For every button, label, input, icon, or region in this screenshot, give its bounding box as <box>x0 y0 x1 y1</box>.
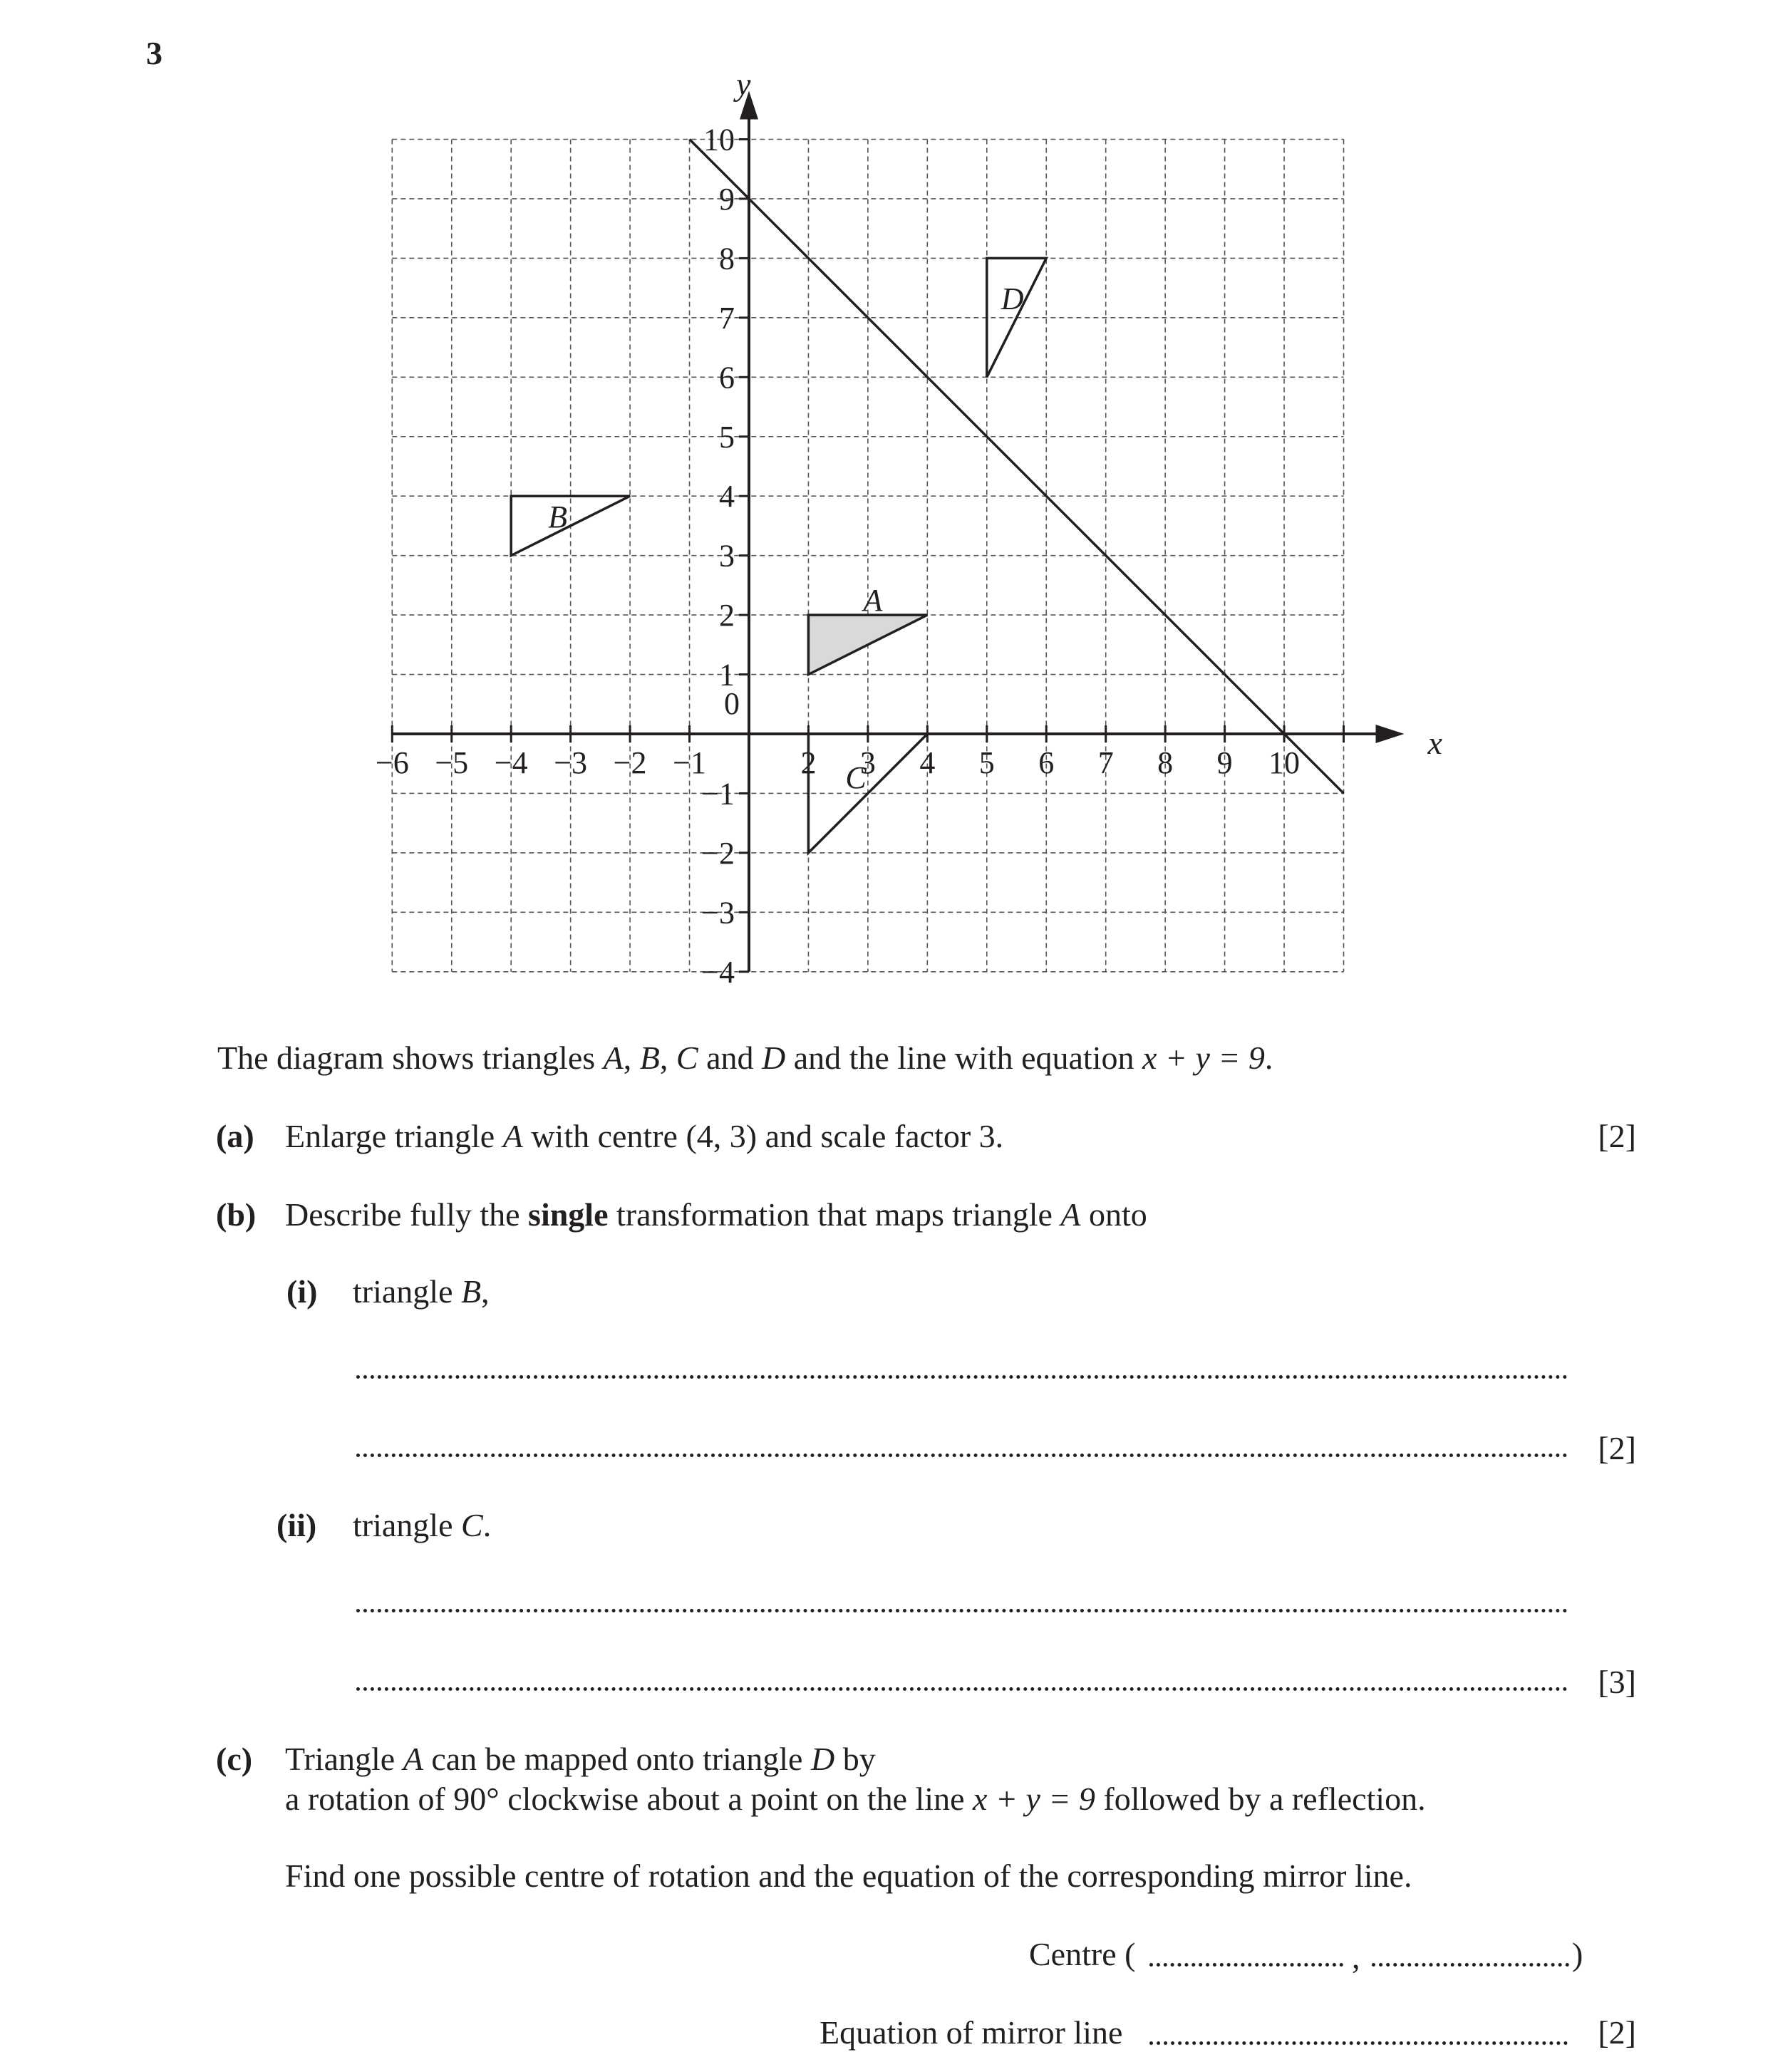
triangle-b <box>511 496 630 555</box>
x-tick-label: −3 <box>554 745 588 780</box>
part-b-ii-marks: [3] <box>1598 1664 1636 1700</box>
part-c-marks: [2] <box>1598 2014 1636 2051</box>
part-b-i-marks: [2] <box>1598 1430 1636 1466</box>
y-tick-label: 8 <box>719 241 735 276</box>
question-number: 3 <box>146 35 162 71</box>
answer-line-b-i-2[interactable] <box>356 1454 1568 1457</box>
y-tick-label: 1 <box>719 657 735 693</box>
y-tick-label: 10 <box>703 122 735 157</box>
part-b-label: (b) <box>216 1196 257 1233</box>
grid-lines <box>392 140 1343 972</box>
part-b-ii-text: triangle C. <box>353 1507 492 1543</box>
x-tick-label: −6 <box>375 745 409 780</box>
answer-line-b-i-1[interactable] <box>356 1375 1568 1379</box>
part-b-text: Describe fully the single transformation that maps triangle A onto <box>285 1196 1147 1233</box>
axis-labels <box>376 66 1443 990</box>
x-tick-label: 10 <box>1268 745 1301 780</box>
intro-text: The diagram shows triangles A, B, C and D and the line with equation x + y = 9. <box>217 1040 1273 1076</box>
y-tick-label: 7 <box>719 300 735 336</box>
y-axis-label: y <box>736 66 751 103</box>
axes <box>392 91 1404 972</box>
x-tick-label: −4 <box>494 745 528 780</box>
part-c-line1: Triangle A can be mapped onto triangle D by <box>285 1741 876 1777</box>
y-tick-label: 9 <box>719 181 735 217</box>
y-tick-label: 3 <box>719 538 735 574</box>
line-x-plus-y-equals-9 <box>690 140 1344 794</box>
part-b-i-label: (i) <box>286 1273 318 1310</box>
origin-label: 0 <box>724 686 740 721</box>
x-tick-label: −2 <box>613 745 647 780</box>
x-tick-label: 7 <box>1097 745 1114 780</box>
centre-comma: , <box>1352 1939 1360 1975</box>
coordinate-diagram <box>0 0 1768 1012</box>
part-a-label: (a) <box>216 1118 254 1154</box>
mirror-line-answer[interactable] <box>1149 2041 1568 2045</box>
x-tick-label: 8 <box>1157 745 1174 780</box>
centre-x-answer[interactable] <box>1149 1963 1343 1967</box>
y-tick-label: 6 <box>719 360 735 395</box>
triangle-label-b: B <box>548 499 568 535</box>
y-tick-label: −4 <box>701 954 735 990</box>
centre-close: ) <box>1572 1936 1583 1972</box>
part-c-label: (c) <box>216 1741 253 1777</box>
x-tick-label: 2 <box>800 745 817 780</box>
part-a-text: Enlarge triangle A with centre (4, 3) and scale factor 3. <box>285 1118 1004 1154</box>
y-tick-label: 2 <box>719 598 735 633</box>
answer-line-b-ii-2[interactable] <box>356 1687 1568 1691</box>
x-tick-label: −5 <box>435 745 469 780</box>
x-tick-label: 4 <box>919 745 936 780</box>
part-c-line2: a rotation of 90° clockwise about a point on the line x + y = 9 followed by a reflection. <box>285 1781 1426 1817</box>
y-tick-label: −1 <box>701 776 735 812</box>
x-axis-label: x <box>1427 725 1442 761</box>
centre-label: Centre ( <box>1029 1936 1136 1972</box>
x-tick-label: 5 <box>978 745 995 780</box>
mirror-line-label: Equation of mirror line <box>820 2014 1123 2051</box>
x-tick-label: 9 <box>1216 745 1233 780</box>
x-axis-arrow-icon <box>1376 725 1405 743</box>
y-tick-label: 5 <box>719 419 735 455</box>
part-c-line3: Find one possible centre of rotation and the equation of the corresponding mirror line. <box>285 1858 1412 1894</box>
part-b-ii-label: (ii) <box>276 1507 317 1543</box>
y-tick-label: 4 <box>719 479 735 514</box>
centre-y-answer[interactable] <box>1372 1963 1569 1967</box>
x-tick-label: −1 <box>673 745 706 780</box>
part-b-i-text: triangle B, <box>353 1273 490 1310</box>
x-tick-label: 3 <box>859 745 876 780</box>
x-tick-label: 6 <box>1038 745 1055 780</box>
triangle-label-d: D <box>1001 281 1024 317</box>
y-tick-label: −3 <box>701 895 735 931</box>
y-tick-label: −2 <box>701 835 735 871</box>
part-a-marks: [2] <box>1598 1118 1636 1154</box>
answer-line-b-ii-1[interactable] <box>356 1609 1568 1612</box>
triangle-label-a: A <box>863 582 883 618</box>
triangle-label-c: C <box>845 760 867 795</box>
